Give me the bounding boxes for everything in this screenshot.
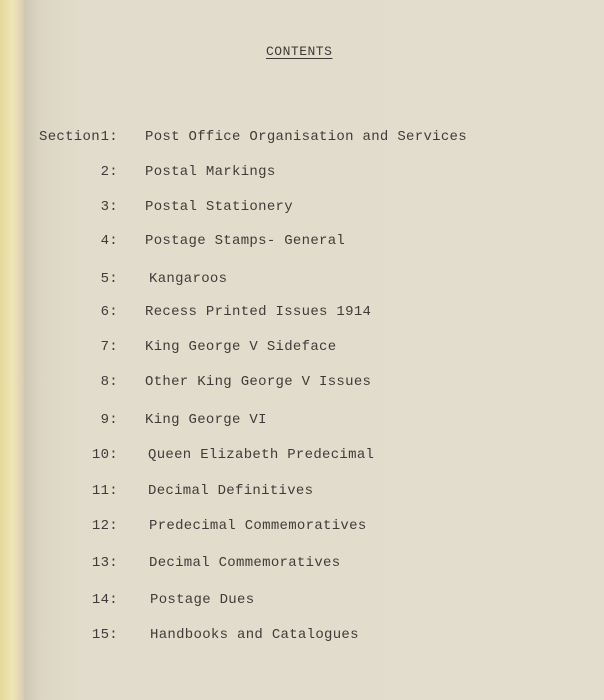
toc-entry-11	[24, 481, 584, 501]
section-number: 6:	[100, 304, 118, 320]
section-title: King George VI	[145, 412, 267, 428]
toc-entry-4	[24, 231, 584, 251]
section-number: 15:	[91, 627, 118, 643]
section-number: 5:	[100, 271, 118, 287]
section-number: 14:	[91, 592, 118, 608]
section-number: 8:	[100, 374, 118, 390]
toc-entry-8	[24, 372, 584, 392]
section-number: 10:	[91, 447, 118, 463]
section-title: Recess Printed Issues 1914	[145, 304, 372, 320]
section-number: 11:	[91, 483, 118, 499]
toc-entry-15	[24, 625, 584, 645]
toc-entry-10	[24, 445, 584, 465]
section-title: Queen Elizabeth Predecimal	[148, 447, 375, 463]
section-title: Predecimal Commemoratives	[149, 518, 367, 534]
section-number: 9:	[100, 412, 118, 428]
contents-page	[24, 0, 604, 700]
section-number: 12:	[91, 518, 118, 534]
section-label: Section	[39, 129, 100, 145]
contents-title: CONTENTS	[266, 44, 333, 59]
toc-entry-7	[24, 337, 584, 357]
toc-entry-5	[24, 269, 584, 289]
section-title: Postage Stamps- General	[145, 233, 346, 249]
section-number: 1:	[100, 129, 118, 145]
section-title: Handbooks and Catalogues	[150, 627, 359, 643]
page-binding-edge	[0, 0, 24, 700]
toc-entry-6	[24, 302, 584, 322]
toc-entry-2	[24, 162, 584, 182]
section-number: 3:	[100, 199, 118, 215]
section-number: 13:	[91, 555, 118, 571]
section-title: Decimal Commemoratives	[149, 555, 341, 571]
section-number: 2:	[100, 164, 118, 180]
section-title: Postal Markings	[145, 164, 276, 180]
section-title: Kangaroos	[149, 271, 228, 287]
toc-entry-9	[24, 410, 584, 430]
toc-entry-14	[24, 590, 584, 610]
toc-entry-3	[24, 197, 584, 217]
section-number: 7:	[100, 339, 118, 355]
section-title: King George V Sideface	[145, 339, 337, 355]
section-title: Postal Stationery	[145, 199, 293, 215]
section-title: Postage Dues	[150, 592, 255, 608]
toc-entry-12	[24, 516, 584, 536]
section-title: Post Office Organisation and Services	[145, 129, 467, 145]
section-title: Other King George V Issues	[145, 374, 372, 390]
section-title: Decimal Definitives	[148, 483, 314, 499]
toc-entry-1	[24, 127, 584, 147]
section-number: 4:	[100, 233, 118, 249]
toc-entry-13	[24, 553, 584, 573]
